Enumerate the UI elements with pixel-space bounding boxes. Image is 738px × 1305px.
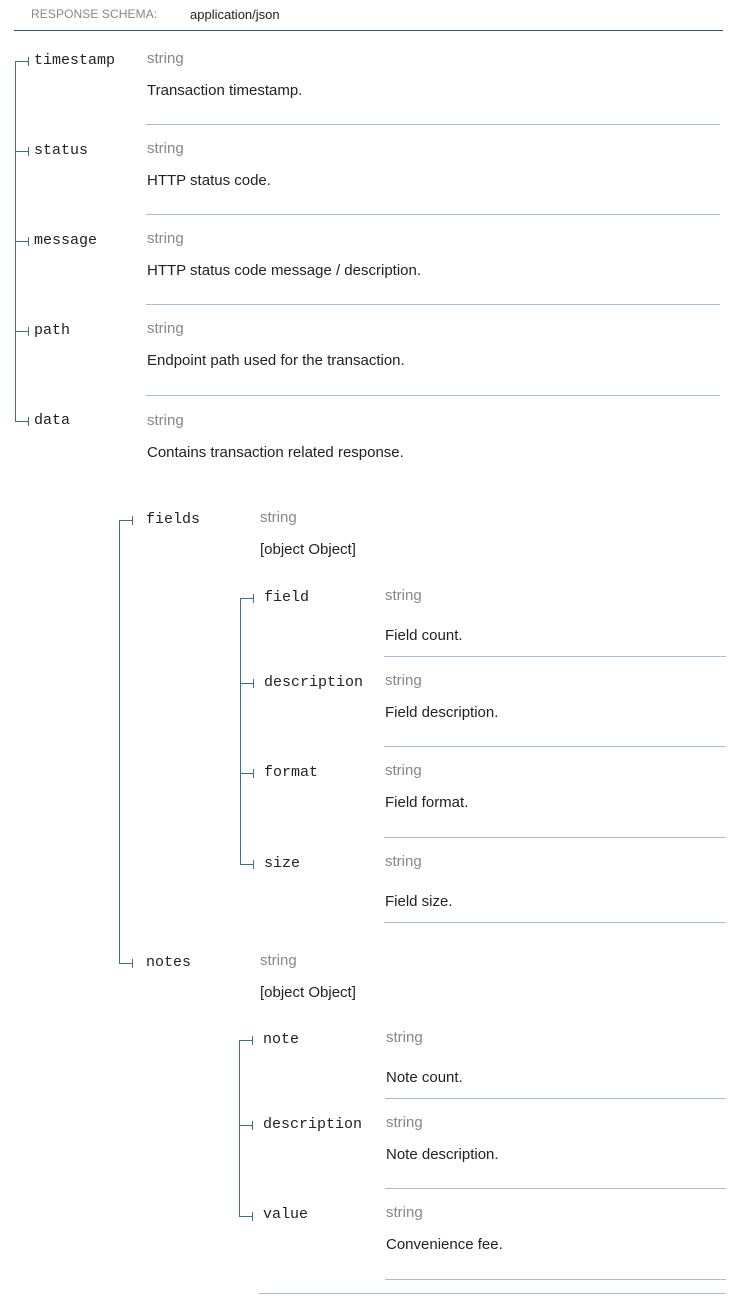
property-name: path (34, 322, 71, 339)
property-description: Field description. (385, 704, 499, 721)
property-type: string (147, 140, 184, 157)
row-divider (385, 1188, 726, 1189)
property-name: format (264, 764, 319, 781)
row-divider (146, 304, 720, 305)
property-description: [object Object] (260, 541, 356, 558)
row-divider (146, 395, 720, 396)
property-type: string (147, 50, 184, 67)
row-divider (146, 124, 720, 125)
property-description: Convenience fee. (386, 1236, 503, 1253)
property-name: fields (146, 511, 201, 528)
row-divider (384, 746, 726, 747)
property-name: note (263, 1031, 300, 1048)
row-divider (385, 1279, 726, 1280)
property-name: message (34, 232, 98, 249)
property-type: string (260, 952, 297, 969)
property-description: Field size. (385, 893, 453, 910)
property-description: HTTP status code message / description. (147, 262, 422, 279)
response-schema-label: RESPONSE SCHEMA: (31, 7, 158, 21)
property-type: string (385, 853, 422, 870)
property-name: description (264, 674, 364, 691)
property-description: Endpoint path used for the transaction. (147, 352, 405, 369)
property-type: string (385, 762, 422, 779)
property-name: field (264, 589, 310, 606)
property-description: HTTP status code. (147, 172, 271, 189)
row-divider (384, 922, 726, 923)
property-type: string (260, 509, 297, 526)
property-type: string (386, 1114, 423, 1131)
property-name: data (34, 412, 71, 429)
property-description: Field count. (385, 627, 463, 644)
property-type: string (147, 412, 184, 429)
content-type-value: application/json (190, 7, 280, 22)
header-rule (14, 30, 723, 31)
property-name: status (34, 142, 89, 159)
section-divider (259, 1293, 726, 1294)
property-name: description (263, 1116, 363, 1133)
property-description: Transaction timestamp. (147, 82, 303, 99)
property-name: timestamp (34, 52, 116, 69)
property-description: Contains transaction related response. (147, 444, 404, 461)
property-description: Field format. (385, 794, 469, 811)
row-divider (384, 656, 726, 657)
property-type: string (386, 1204, 423, 1221)
property-type: string (385, 672, 422, 689)
property-name: value (263, 1206, 309, 1223)
property-description: [object Object] (260, 984, 356, 1001)
property-name: size (264, 855, 301, 872)
property-type: string (147, 230, 184, 247)
property-type: string (386, 1029, 423, 1046)
row-divider (146, 214, 720, 215)
property-type: string (385, 587, 422, 604)
property-name: notes (146, 954, 192, 971)
property-type: string (147, 320, 184, 337)
property-description: Note description. (386, 1146, 499, 1163)
row-divider (384, 837, 726, 838)
row-divider (385, 1098, 726, 1099)
property-description: Note count. (386, 1069, 463, 1086)
